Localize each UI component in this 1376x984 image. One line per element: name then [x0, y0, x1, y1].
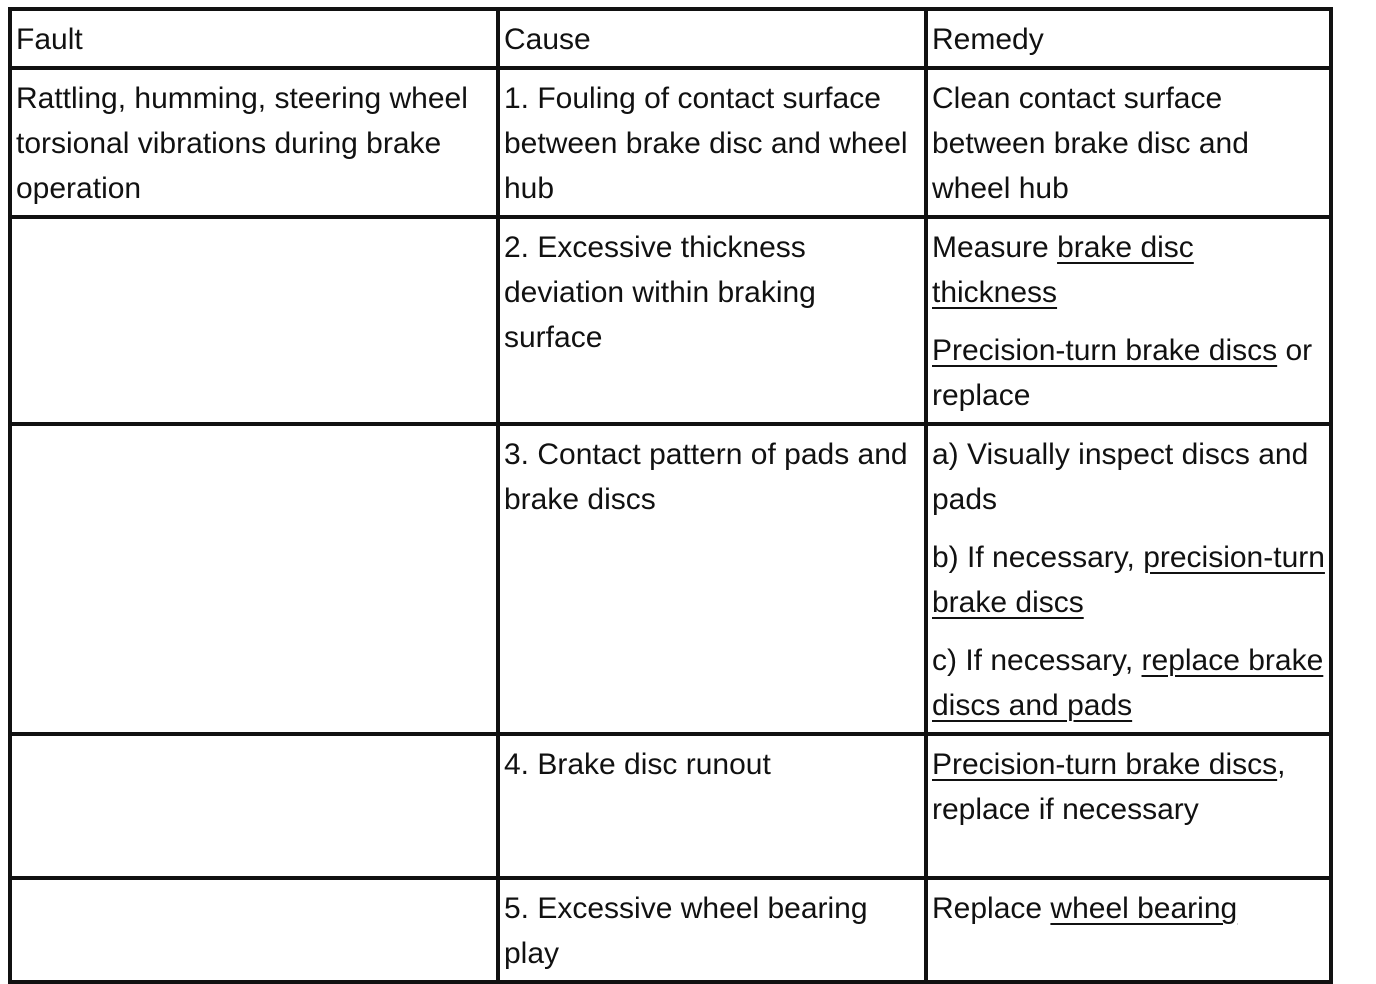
- remedy-link[interactable]: Precision-turn brake discs: [932, 748, 1278, 781]
- remedy-step: [932, 742, 1325, 832]
- remedy-link[interactable]: replace brake discs and pads: [932, 644, 1324, 722]
- fault-cell: Rattling, humming, steering wheel torsional vibrations during brake operation: [10, 68, 498, 217]
- remedy-link[interactable]: wheel bearing: [1050, 892, 1238, 925]
- fault-cell: [10, 878, 498, 982]
- remedy-text: , replace if necessary: [932, 748, 1286, 826]
- remedy-link[interactable]: precision-turn brake discs: [932, 541, 1325, 619]
- table-row: [10, 878, 1331, 982]
- remedy-cell: [926, 217, 1331, 424]
- remedy-text: a) Visually inspect discs and pads: [932, 438, 1309, 516]
- remedy-link[interactable]: brake disc thickness: [932, 231, 1194, 309]
- cause-cell: 3. Contact pattern of pads and brake discs: [498, 424, 926, 734]
- remedy-text: c) If necessary,: [932, 644, 1142, 677]
- remedy-text: Clean contact surface between brake disc and wheel hub: [932, 82, 1249, 205]
- cause-cell: 2. Excessive thickness deviation within braking surface: [498, 217, 926, 424]
- table-row: [10, 217, 1331, 424]
- remedy-text: b) If necessary,: [932, 541, 1144, 574]
- cause-cell: 4. Brake disc runout: [498, 734, 926, 878]
- table-header-row: [10, 9, 1331, 68]
- remedy-step: [932, 886, 1325, 931]
- remedy-cell: [926, 68, 1331, 217]
- remedy-step: [932, 328, 1325, 418]
- fault-cell: [10, 734, 498, 878]
- remedy-text: Measure: [932, 231, 1058, 264]
- cause-cell: 5. Excessive wheel bearing play: [498, 878, 926, 982]
- remedy-step: [932, 432, 1325, 522]
- remedy-cell: [926, 424, 1331, 734]
- cause-cell: 1. Fouling of contact surface between brake disc and wheel hub: [498, 68, 926, 217]
- remedy-step: [932, 225, 1325, 315]
- fault-cell: [10, 217, 498, 424]
- table-row: [10, 424, 1331, 734]
- header-cause: Cause: [498, 9, 926, 68]
- fault-diagnosis-table: [8, 7, 1333, 984]
- remedy-link[interactable]: Precision-turn brake discs: [932, 334, 1278, 367]
- fault-cell: [10, 424, 498, 734]
- table-row: [10, 734, 1331, 878]
- header-remedy: Remedy: [926, 9, 1331, 68]
- remedy-cell: [926, 878, 1331, 982]
- table-row: [10, 68, 1331, 217]
- remedy-step: [932, 638, 1325, 728]
- remedy-step: [932, 535, 1325, 625]
- remedy-text: Replace: [932, 892, 1051, 925]
- table-body: [10, 68, 1331, 982]
- header-fault: Fault: [10, 9, 498, 68]
- remedy-text: or replace: [932, 334, 1313, 412]
- remedy-step: [932, 76, 1325, 211]
- remedy-cell: [926, 734, 1331, 878]
